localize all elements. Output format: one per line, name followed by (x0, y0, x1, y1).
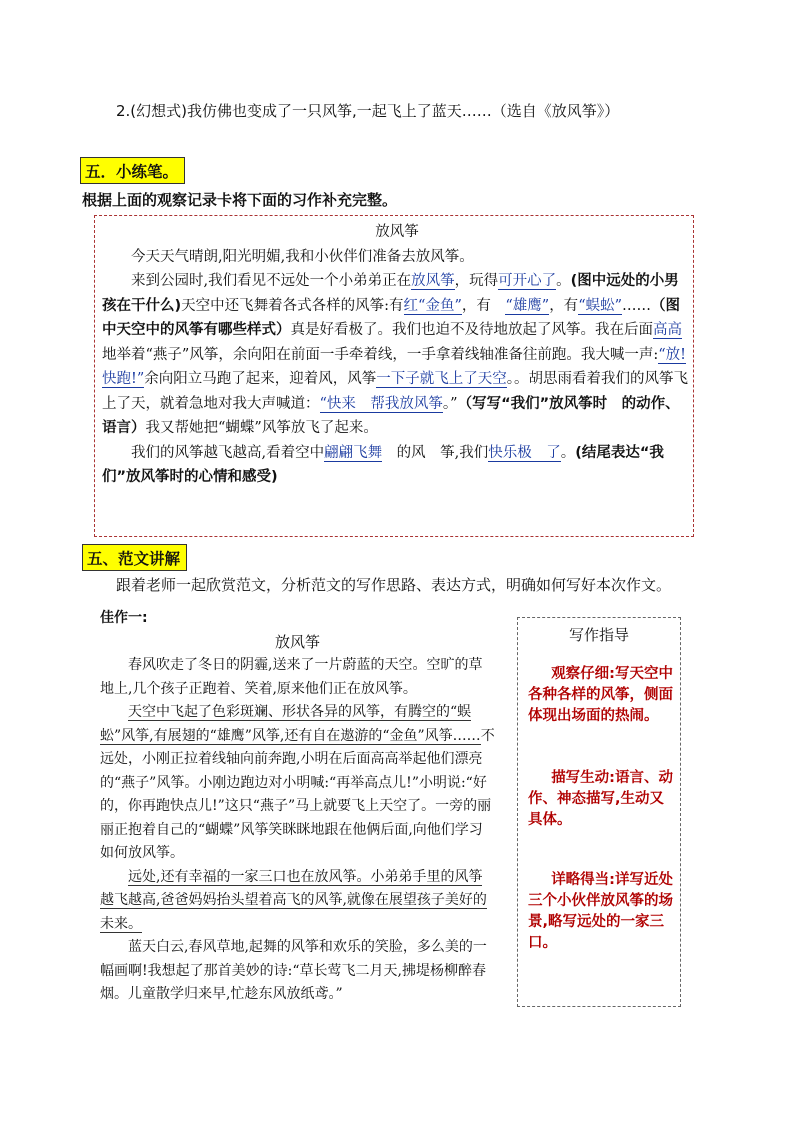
essay-text: 的风 筝,我们 (382, 444, 489, 461)
section-title-model: 五、范文讲解 (82, 544, 187, 571)
guide-item-3: 详略得当:详写近处三个小伙伴放风筝的场景,略写远处的一家三口。 (528, 872, 673, 951)
filled-answer: “雄鹰” (505, 297, 550, 314)
prompt-hint: (图中远处的小男孩在干什么) (102, 273, 679, 314)
filled-answer: 红“金鱼” (403, 297, 462, 314)
intro-line: 2.(幻想式)我仿佛也变成了一只风筝,一起飞上了蓝天……（选自《放风筝》） (116, 102, 620, 120)
filled-answer: “快来 帮我放风筝 (319, 395, 443, 412)
model-paragraph-1: 春风吹走了冬日的阴霾,送来了一片蔚蓝的天空。空旷的草地上,几个孩子正跑着、笑着,原来他们正在放风筝。 (100, 657, 483, 697)
prompt-hint: （写写“我们”放风筝时 的动作、语言） (102, 395, 680, 436)
essay-text: 我又帮她把“蝴蝶”风筝放飞了起来。 (145, 420, 378, 436)
practice-instruction: 根据上面的观察记录卡将下面的习作补充完整。 (82, 191, 398, 209)
filled-answer: 高高 (653, 322, 682, 338)
model-label: 佳作一: (100, 610, 148, 626)
filled-answer: 放风筝 (411, 273, 455, 289)
guide-item-2: 描写生动:语言、动作、神态描写,生动又具体。 (528, 770, 673, 828)
filled-answer: 翩翩飞舞 (324, 444, 383, 461)
essay-paragraph-3 (102, 441, 692, 490)
essay-title: 放风筝 (375, 224, 419, 240)
essay-text: …… (622, 297, 652, 314)
model-paragraph-3 (100, 866, 495, 937)
model-intro: 跟着老师一起欣赏范文，分析范文的写作思路、表达方式，明确如何写好本次作文。 (116, 576, 672, 594)
essay-text: 。 (560, 444, 576, 461)
filled-answer: 可开心了 (498, 273, 557, 289)
prompt-hint: (结尾表达“我们”放风筝时的心情和感受) (102, 444, 664, 485)
essay-paragraph-2 (102, 269, 692, 441)
model-essay (100, 607, 495, 1007)
section-title-practice: 五．小练笔。 (80, 157, 185, 184)
essay-text: 。 (556, 273, 571, 289)
prompt-hint: （图中天空中的风筝有哪些样式） (102, 297, 681, 338)
essay-text: 真是好看极了。我们也迫不及待地放起了风筝。我在后面 (290, 322, 653, 338)
model-paragraph-2-rest: 不远处，小刚正拉着线轴向前奔跑,小明在后面高高举起他们漂亮的“燕子”风筝。小刚边跑边对小明喊:“再举高点儿!”小明说:“好的，你再跑快点儿!”这只“燕子”马上就要飞上天空了。一旁的丽丽正抱着自己的“蝴蝶”风筝笑眯眯地跟在他俩后面,向他们学习如何放风筝。 (100, 727, 495, 861)
essay-text: ，有 (549, 297, 579, 314)
essay-text: ，玩得 (454, 273, 499, 289)
essay-text: 我们的风筝越飞越高,看着空中 (131, 444, 325, 461)
essay-text: 余向阳立马跑了起来，迎着风，风筝 (144, 371, 377, 387)
essay-text: 。。胡思雨看着我们的风筝飞上了天，就着急地对我大声喊道： (102, 371, 688, 412)
model-essay-title: 放风筝 (274, 632, 320, 651)
practice-essay (102, 220, 692, 490)
filled-answer: “蜈蚣” (578, 297, 623, 314)
essay-text: 。” (442, 395, 458, 412)
guide-item-1: 观察仔细:写天空中各种各样的风筝，侧面体现出场面的热闹。 (528, 666, 673, 724)
model-paragraph-2-underlined: 天空中飞起了色彩斑斓、形状各异的风筝，有腾空的“蜈蚣”风筝,有展翅的“雄鹰”风筝,还有自在遨游的“金鱼”风筝…… (100, 704, 481, 744)
essay-paragraph-1: 今天天气晴朗,阳光明媚,我和小伙伴们准备去放风筝。 (131, 248, 474, 265)
filled-answer: “放!快跑!” (102, 346, 686, 387)
filled-answer: 快乐极 了 (488, 444, 561, 461)
essay-text: ，有 (461, 297, 506, 314)
model-paragraph-3-underlined: 远处,还有幸福的一家三口也在放风筝。小弟弟手里的风筝越飞越高,爸爸妈妈抬头望着高飞的风筝,就像在展望孩子美好的未来。 (100, 868, 487, 932)
essay-text: 地举着“燕子”风筝，余向阳在前面一手牵着线，一手拿着线轴准备往前跑。我大喊一声: (102, 346, 659, 363)
writing-guide-title: 写作指导 (568, 626, 629, 644)
model-paragraph-2 (100, 701, 495, 866)
essay-text: 天空中还飞舞着各式各样的风筝:有 (181, 297, 404, 314)
model-paragraph-4: 蓝天白云,春风草地,起舞的风筝和欢乐的笑脸，多么美的一幅画啊!我想起了那首美妙的诗:“草长莺飞二月天,拂堤杨柳醉春烟。儿童散学归来早,忙趁东风放纸鸢。” (100, 939, 487, 1002)
filled-answer: 一下子就飞上了天空 (376, 371, 507, 387)
essay-text: 来到公园时,我们看见不远处一个小弟弟正在 (131, 273, 412, 289)
